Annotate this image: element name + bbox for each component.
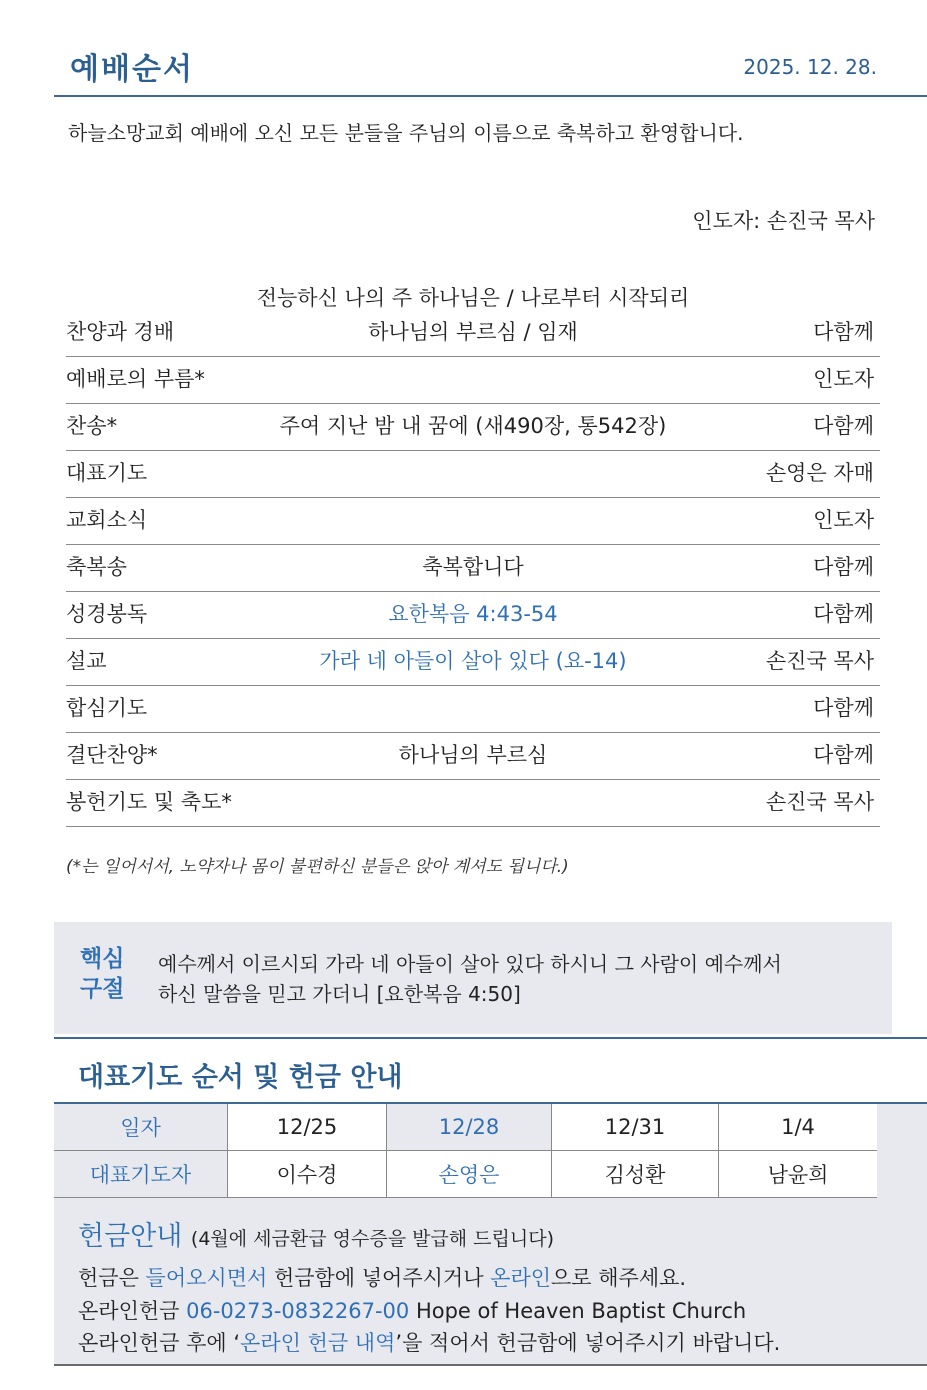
order-item-by: 다함께 xyxy=(813,743,874,767)
order-item-name: 찬송* xyxy=(66,414,118,438)
offering-text: ’을 적어서 헌금함에 넣어주시기 바랍니다. xyxy=(395,1331,781,1355)
order-row xyxy=(66,639,880,686)
order-item-by: 인도자 xyxy=(813,367,874,391)
order-item-by: 손영은 자매 xyxy=(765,461,874,485)
order-item-content: 주여 지난 밤 내 꿈에 (새490장, 통542장) xyxy=(279,414,667,438)
order-item-content: 하나님의 부르심 xyxy=(398,743,548,767)
key-verse-label xyxy=(80,944,124,1004)
order-row xyxy=(66,451,880,498)
order-item-name: 예배로의 부름* xyxy=(66,367,205,391)
key-verse-line: 예수께서 이르시되 가라 네 아들이 살아 있다 하시니 그 사람이 예수께서 xyxy=(158,952,782,976)
order-item-content: 전능하신 나의 주 하나님은 / 나로부터 시작되리 xyxy=(256,286,690,310)
order-item-by: 손진국 목사 xyxy=(765,790,874,814)
bottom-divider xyxy=(54,1364,927,1366)
order-item-by: 다함께 xyxy=(813,602,874,626)
schedule-date: 1/4 xyxy=(719,1104,878,1151)
order-row xyxy=(66,357,880,404)
account-holder-name: Hope of Heaven Baptist Church xyxy=(415,1299,747,1323)
key-verse-label-line: 핵심 xyxy=(80,946,125,972)
order-of-worship xyxy=(66,278,880,827)
prayer-leader: 이수경 xyxy=(228,1151,387,1198)
prayer-leader-header: 대표기도자 xyxy=(54,1151,228,1198)
scripture-reading-link: 요한복음 4:43-54 xyxy=(388,602,558,626)
key-verse-line: 하신 말씀을 믿고 가더니 [요한복음 4:50] xyxy=(158,982,521,1006)
order-item-name: 설교 xyxy=(66,649,107,673)
prayer-leader: 남윤희 xyxy=(719,1151,878,1198)
section-divider xyxy=(54,1037,927,1039)
table-row xyxy=(54,1151,877,1198)
prayer-leader-current: 손영은 xyxy=(387,1151,552,1198)
order-row xyxy=(66,498,880,545)
order-item-content: 하나님의 부르심 / 임재 xyxy=(368,320,578,344)
order-item-by: 다함께 xyxy=(813,696,874,720)
order-row xyxy=(66,780,880,827)
offering-text: 헌금은 xyxy=(78,1266,146,1290)
key-verse-text xyxy=(158,949,782,1009)
prayer-offering-panel xyxy=(54,1104,927,1366)
schedule-date: 12/25 xyxy=(228,1104,387,1151)
order-item-name: 축복송 xyxy=(66,555,127,579)
order-item-name: 합심기도 xyxy=(66,696,148,720)
order-row xyxy=(66,404,880,451)
header-divider xyxy=(54,95,927,97)
offering-text: 으로 해주세요. xyxy=(551,1266,687,1290)
order-item-name: 찬양과 경배 xyxy=(66,320,175,344)
order-item-name: 교회소식 xyxy=(66,508,148,532)
bank-account-number: 06-0273-0832267-00 xyxy=(186,1299,410,1323)
prayer-leader: 김성환 xyxy=(552,1151,719,1198)
order-item-by: 다함께 xyxy=(813,414,874,438)
offering-text: 온라인헌금 xyxy=(78,1299,187,1323)
date-header: 일자 xyxy=(54,1104,228,1151)
sermon-title: 가라 네 아들이 살아 있다 (요-14) xyxy=(319,649,627,673)
standing-note: (*는 일어서서, 노약자나 몸이 불편하신 분들은 앉아 계셔도 됩니다.) xyxy=(66,857,569,877)
order-row xyxy=(66,733,880,780)
offering-heading xyxy=(78,1214,554,1253)
order-item-by: 손진국 목사 xyxy=(765,649,874,673)
order-item-content: 축복합니다 xyxy=(422,555,524,579)
offering-text: 헌금함에 넣어주시거나 xyxy=(267,1266,491,1290)
order-item-name: 성경봉독 xyxy=(66,602,148,626)
prayer-schedule-table xyxy=(54,1104,877,1198)
welcome-message: 하늘소망교회 예배에 오신 모든 분들을 주님의 이름으로 축복하고 환영합니다. xyxy=(68,121,744,145)
order-item-by: 다함께 xyxy=(813,555,874,579)
offering-line xyxy=(78,1327,780,1357)
offering-title: 헌금안내 xyxy=(78,1221,183,1252)
offering-subtitle: (4월에 세금환급 영수증을 발급해 드립니다) xyxy=(190,1228,555,1250)
order-item-name: 결단찬양* xyxy=(66,743,158,767)
order-item-by: 인도자 xyxy=(813,508,874,532)
order-row xyxy=(66,592,880,639)
offering-highlight: 온라인 xyxy=(490,1266,552,1290)
order-row xyxy=(66,545,880,592)
order-item-by: 다함께 xyxy=(813,320,874,344)
offering-text: 온라인헌금 후에 ‘ xyxy=(78,1331,241,1355)
schedule-date: 12/31 xyxy=(552,1104,719,1151)
key-verse-label-line: 구절 xyxy=(80,976,125,1002)
offering-highlight: 들어오시면서 xyxy=(145,1266,268,1290)
section-title-prayer-offering: 대표기도 순서 및 헌금 안내 xyxy=(78,1062,403,1093)
offering-line xyxy=(78,1262,686,1292)
offering-highlight: 온라인 헌금 내역 xyxy=(240,1331,396,1355)
table-row xyxy=(54,1104,877,1151)
page-title: 예배순서 xyxy=(70,52,194,87)
schedule-date-current: 12/28 xyxy=(387,1104,552,1151)
order-item-name: 대표기도 xyxy=(66,461,148,485)
key-verse-box xyxy=(54,922,892,1034)
order-item-name: 봉헌기도 및 축도* xyxy=(66,790,232,814)
offering-line xyxy=(78,1295,746,1325)
worship-leader: 인도자: 손진국 목사 xyxy=(692,209,875,233)
service-date: 2025. 12. 28. xyxy=(743,55,877,79)
order-row xyxy=(66,686,880,733)
order-row xyxy=(66,278,880,357)
